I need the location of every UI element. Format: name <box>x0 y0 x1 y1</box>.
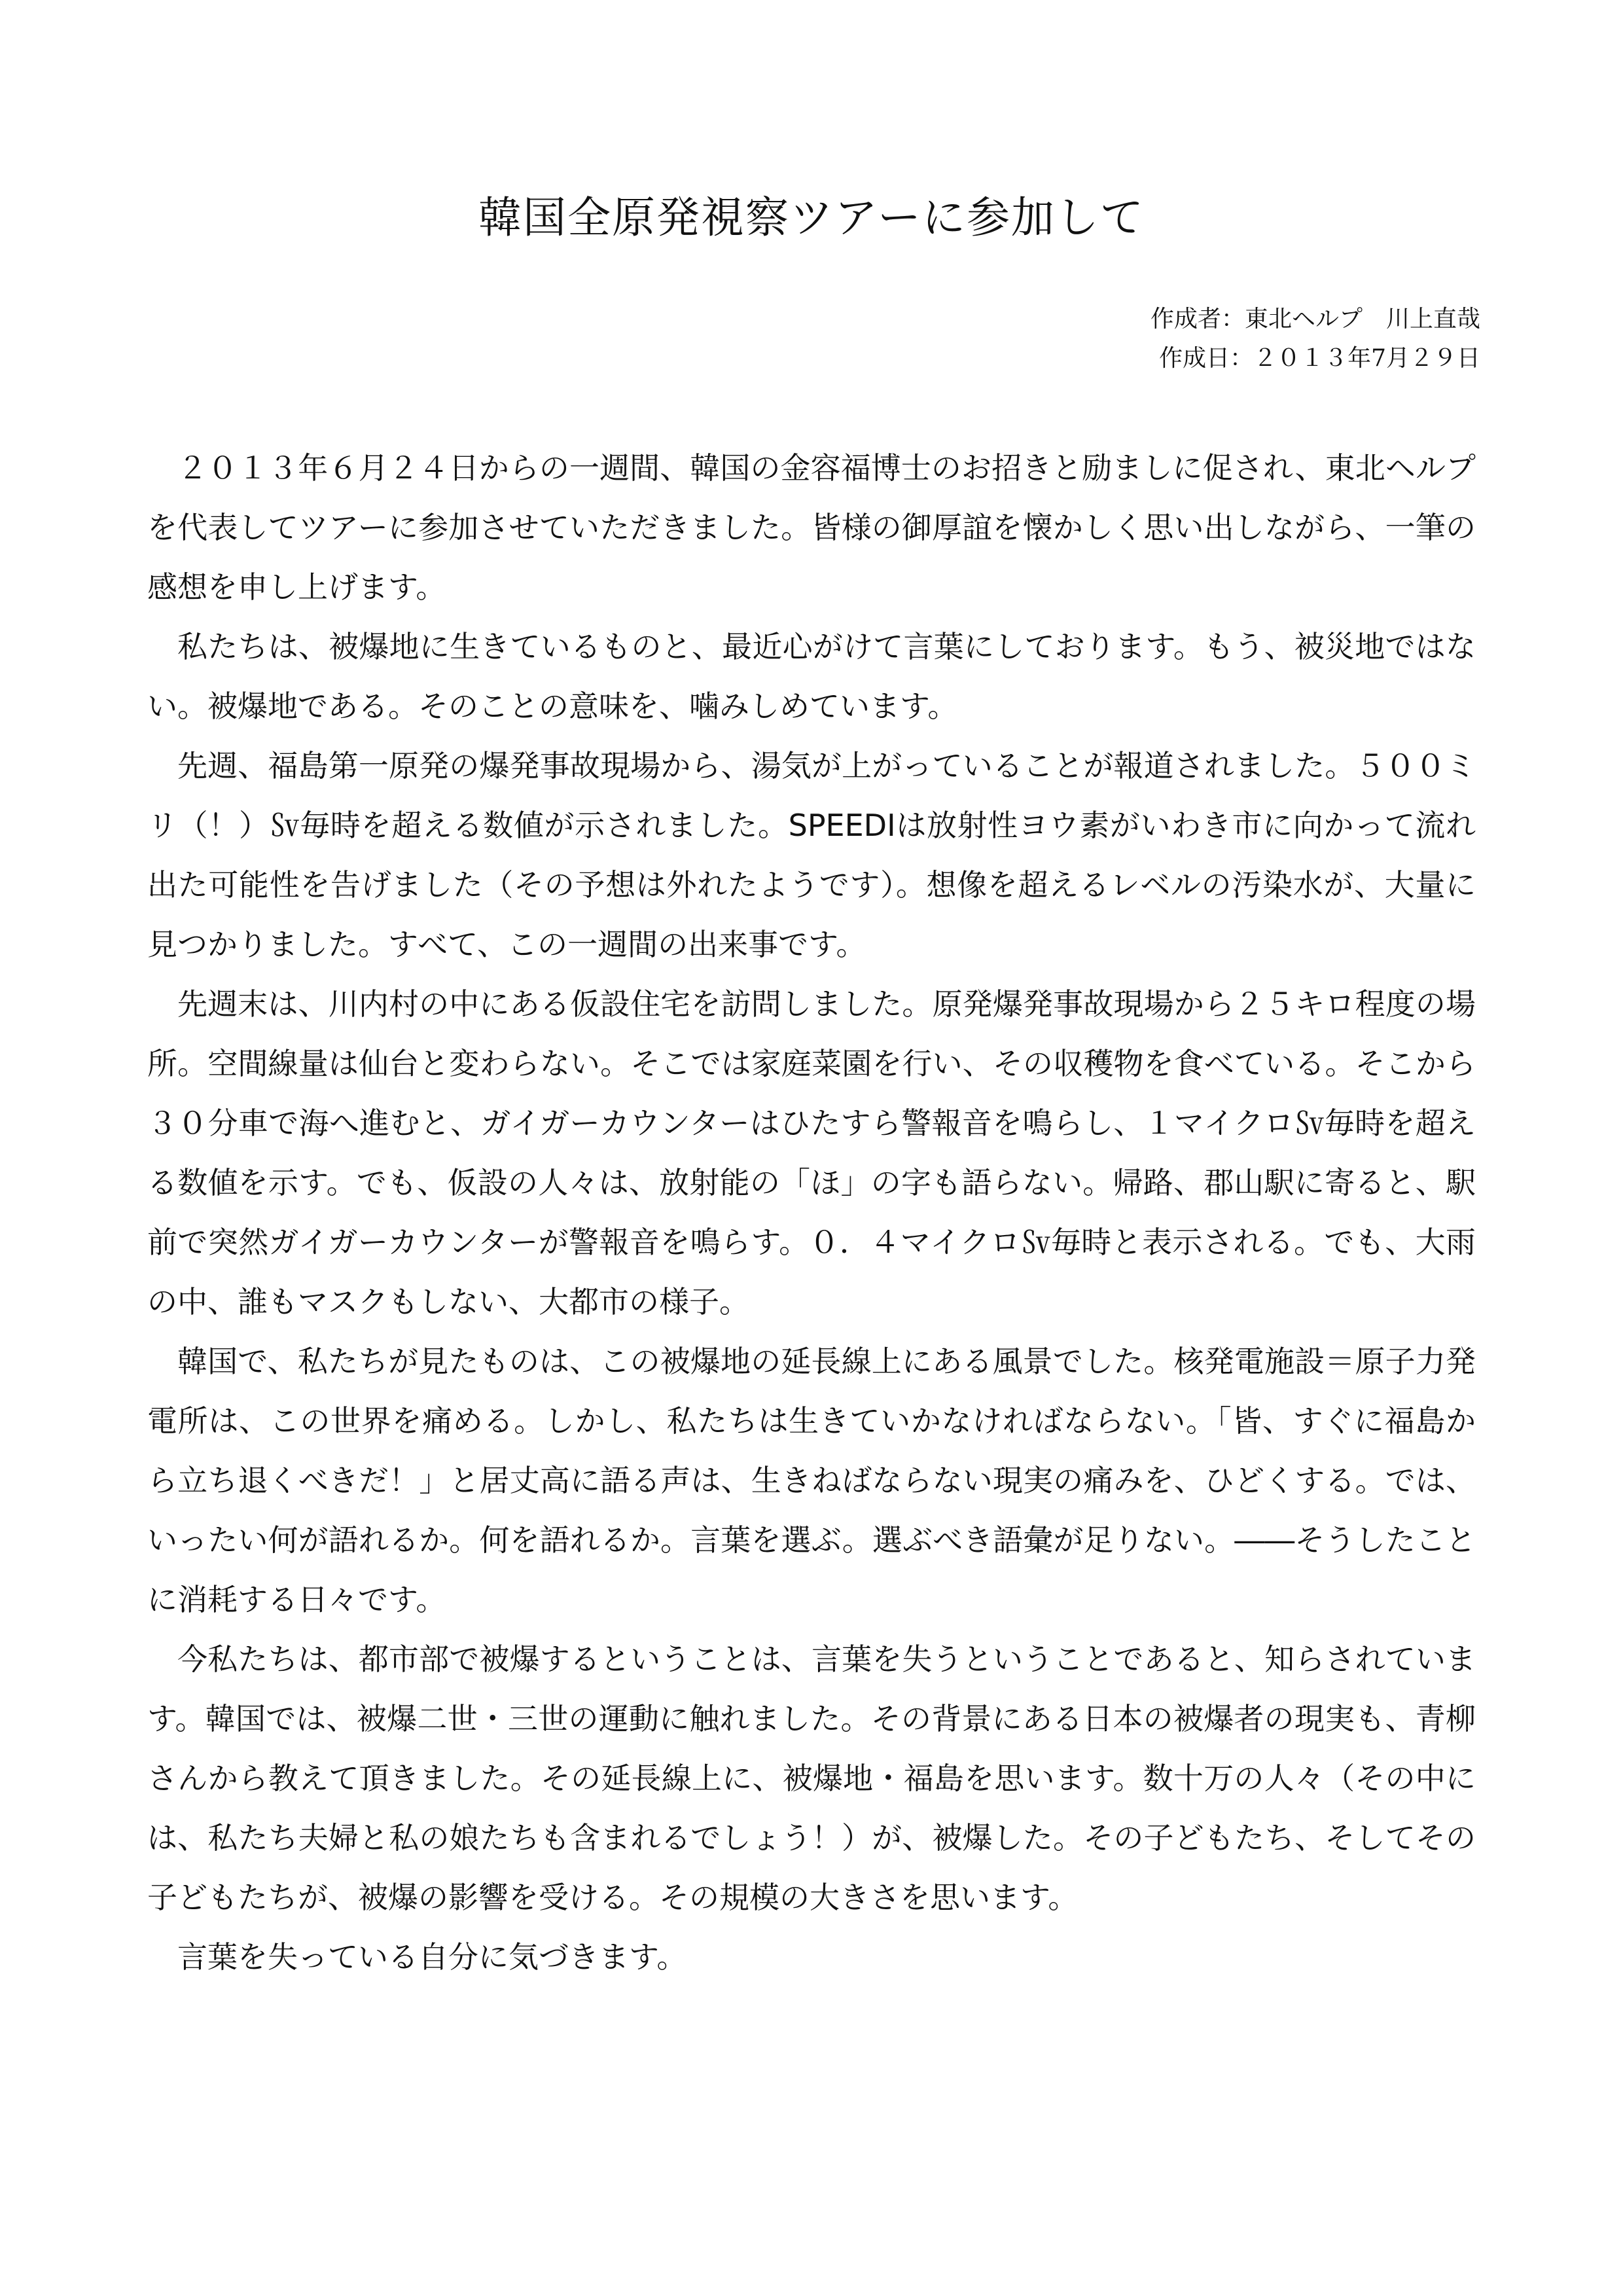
paragraph: ２０１３年６月２４日からの一週間、韓国の金容福博士のお招きと励ましに促され、東北ヘルプを代表してツアーに参加させていただきました。皆様の御厚誼を懐かしく思い出しながら、一筆の感想を申し上げます。 <box>147 450 1476 605</box>
date-line: 作成日：２０１３年7月２９日 <box>1159 345 1480 372</box>
paragraph: 先週、福島第一原発の爆発事故現場から、湯気が上がっていることが報道されました。５００ミリ（！）㏜毎時を超える数値が示されました。SPEEDIは放射性ヨウ素がいわき市に向かって流れ出た可能性を告げました（その予想は外れたようです）。想像を超えるレベルの汚染水が、大量に見つかりました。すべて、この一週間の出来事です。 <box>147 748 1476 962</box>
paragraph: 言葉を失っている自分に気づきます。 <box>177 1939 687 1975</box>
paragraph: 今私たちは、都市部で被爆するということは、言葉を失うということであると、知らされています。韓国では、被爆二世・三世の運動に触れました。その背景にある日本の被爆者の現実も、青柳さんから教えて頂きました。その延長線上に、被爆地・福島を思います。数十万の人々（その中には、私たち夫婦と私の娘たちも含まれるでしょう！）が、被爆した。その子どもたち、そしてその子どもたちが、被爆の影響を受ける。その規模の大きさを思います。 <box>147 1641 1476 1915</box>
author-line: 作成者：東北ヘルプ 川上直哉 <box>1150 306 1480 332</box>
document-meta <box>1150 300 1480 378</box>
paragraph: 私たちは、被爆地に生きているものと、最近心がけて言葉にしております。もう、被災地ではない。被爆地である。そのことの意味を、噛みしめています。 <box>147 629 1476 724</box>
document-body <box>147 439 1476 1987</box>
paragraph: 先週末は、川内村の中にある仮設住宅を訪問しました。原発爆発事故現場から２５キロ程度の場所。空間線量は仙台と変わらない。そこでは家庭菜園を行い、その収穫物を食べている。そこから３０分車で海へ進むと、ガイガーカウンターはひたすら警報音を鳴らし、１マイクロ㏜毎時を超える数値を示す。でも、仮設の人々は、放射能の「ほ」の字も語らない。帰路、郡山駅に寄ると、駅前で突然ガイガーカウンターが警報音を鳴らす。０．４マイクロ㏜毎時と表示される。でも、大雨の中、誰もマスクもしない、大都市の様子。 <box>147 986 1476 1319</box>
paragraph: 韓国で、私たちが見たものは、この被爆地の延長線上にある風景でした。核発電施設＝原子力発電所は、この世界を痛める。しかし、私たちは生きていかなければならない。「皆、すぐに福島から立ち退くべきだ！」と居丈高に語る声は、生きねばならない現実の痛みを、ひどくする。では、いったい何が語れるか。何を語れるか。言葉を選ぶ。選ぶべき語彙が足りない。――そうしたことに消耗する日々です。 <box>147 1344 1476 1617</box>
document-title: 韓国全原発視察ツアーに参加して <box>478 192 1145 243</box>
